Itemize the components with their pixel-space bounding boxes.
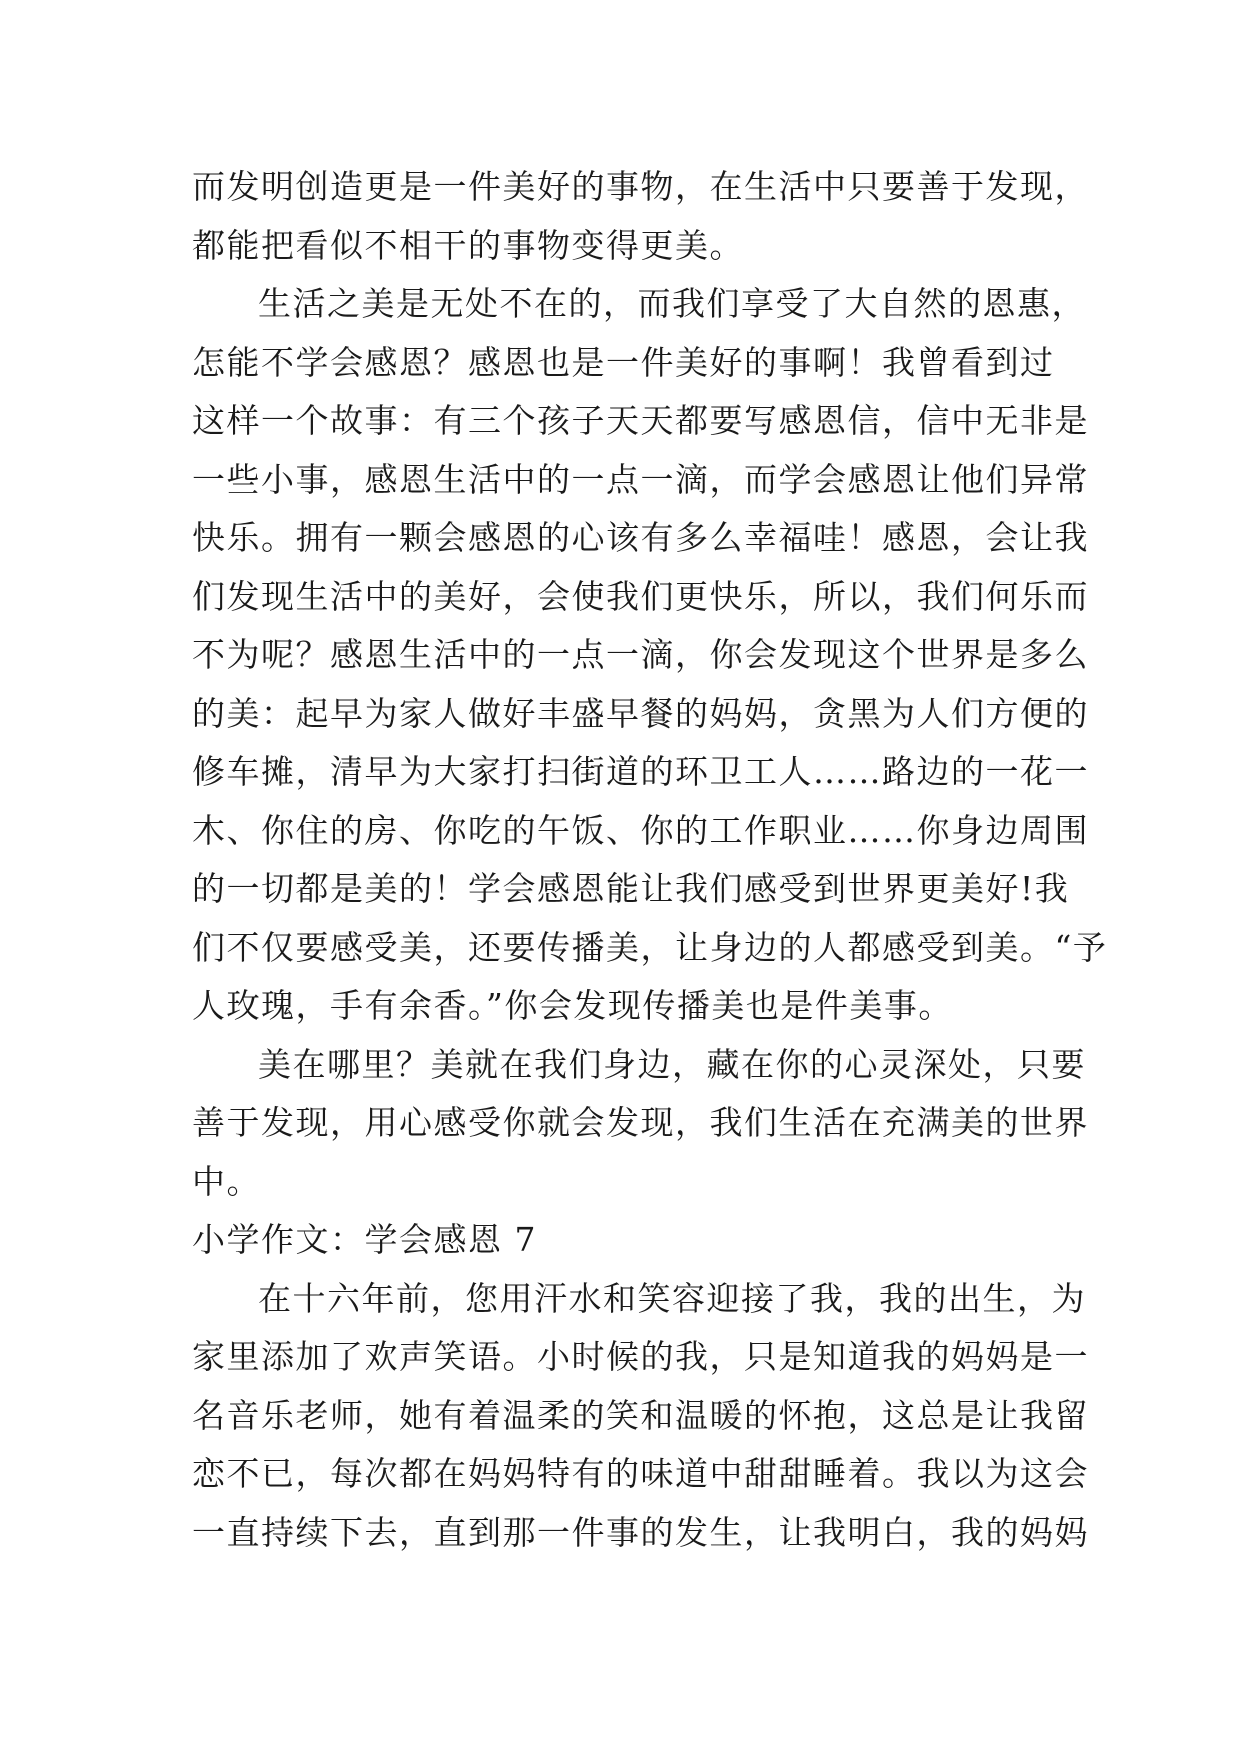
text-line: 名音乐老师，她有着温柔的笑和温暖的怀抱，这总是让我留 bbox=[192, 1395, 1089, 1435]
text-line: 们发现生活中的美好，会使我们更快乐，所以，我们何乐而 bbox=[192, 576, 1089, 616]
paragraph-first-line: 美在哪里？美就在我们身边，藏在你的心灵深处，只要 bbox=[258, 1044, 1086, 1084]
text-line: 的一切都是美的！学会感恩能让我们感受到世界更美好!我 bbox=[192, 869, 1070, 908]
text-line: 木、你住的房、你吃的午饭、你的工作职业……你身边周围 bbox=[192, 810, 1089, 850]
text-line: 都能把看似不相干的事物变得更美。 bbox=[192, 225, 744, 265]
text-line: 一直持续下去，直到那一件事的发生，让我明白，我的妈妈 bbox=[192, 1512, 1089, 1552]
text-line: 这样一个故事：有三个孩子天天都要写感恩信，信中无非是 bbox=[192, 401, 1089, 440]
paragraph-first-line: 在十六年前，您用汗水和笑容迎接了我，我的出生，为 bbox=[258, 1278, 1086, 1318]
text-line: 中。 bbox=[192, 1161, 261, 1201]
text-line: 不为呢？感恩生活中的一点一滴，你会发现这个世界是多么 bbox=[192, 635, 1089, 674]
text-line: 善于发现，用心感受你就会发现，我们生活在充满美的世界 bbox=[192, 1103, 1089, 1142]
section-heading: 小学作文：学会感恩 7 bbox=[192, 1220, 537, 1259]
text-line: 们不仅要感受美，还要传播美，让身边的人都感受到美。“予 bbox=[192, 927, 1108, 967]
text-line: 家里添加了欢声笑语。小时候的我，只是知道我的妈妈是一 bbox=[192, 1337, 1089, 1376]
paragraph-first-line: 生活之美是无处不在的，而我们享受了大自然的恩惠， bbox=[258, 284, 1086, 323]
text-line: 而发明创造更是一件美好的事物，在生活中只要善于发现， bbox=[192, 167, 1089, 206]
text-line: 快乐。拥有一颗会感恩的心该有多么幸福哇！感恩，会让我 bbox=[192, 518, 1089, 557]
text-line: 怎能不学会感恩？感恩也是一件美好的事啊！我曾看到过 bbox=[192, 342, 1055, 382]
text-line: 恋不已，每次都在妈妈特有的味道中甜甜睡着。我以为这会 bbox=[192, 1454, 1089, 1493]
text-line: 的美：起早为家人做好丰盛早餐的妈妈，贪黑为人们方便的 bbox=[192, 693, 1089, 733]
text-line: 修车摊，清早为大家打扫街道的环卫工人……路边的一花一 bbox=[192, 752, 1089, 791]
text-line: 人玫瑰，手有余香。”你会发现传播美也是件美事。 bbox=[192, 986, 953, 1025]
essay-body bbox=[192, 158, 1108, 1562]
text-line: 一些小事，感恩生活中的一点一滴，而学会感恩让他们异常 bbox=[192, 459, 1089, 499]
